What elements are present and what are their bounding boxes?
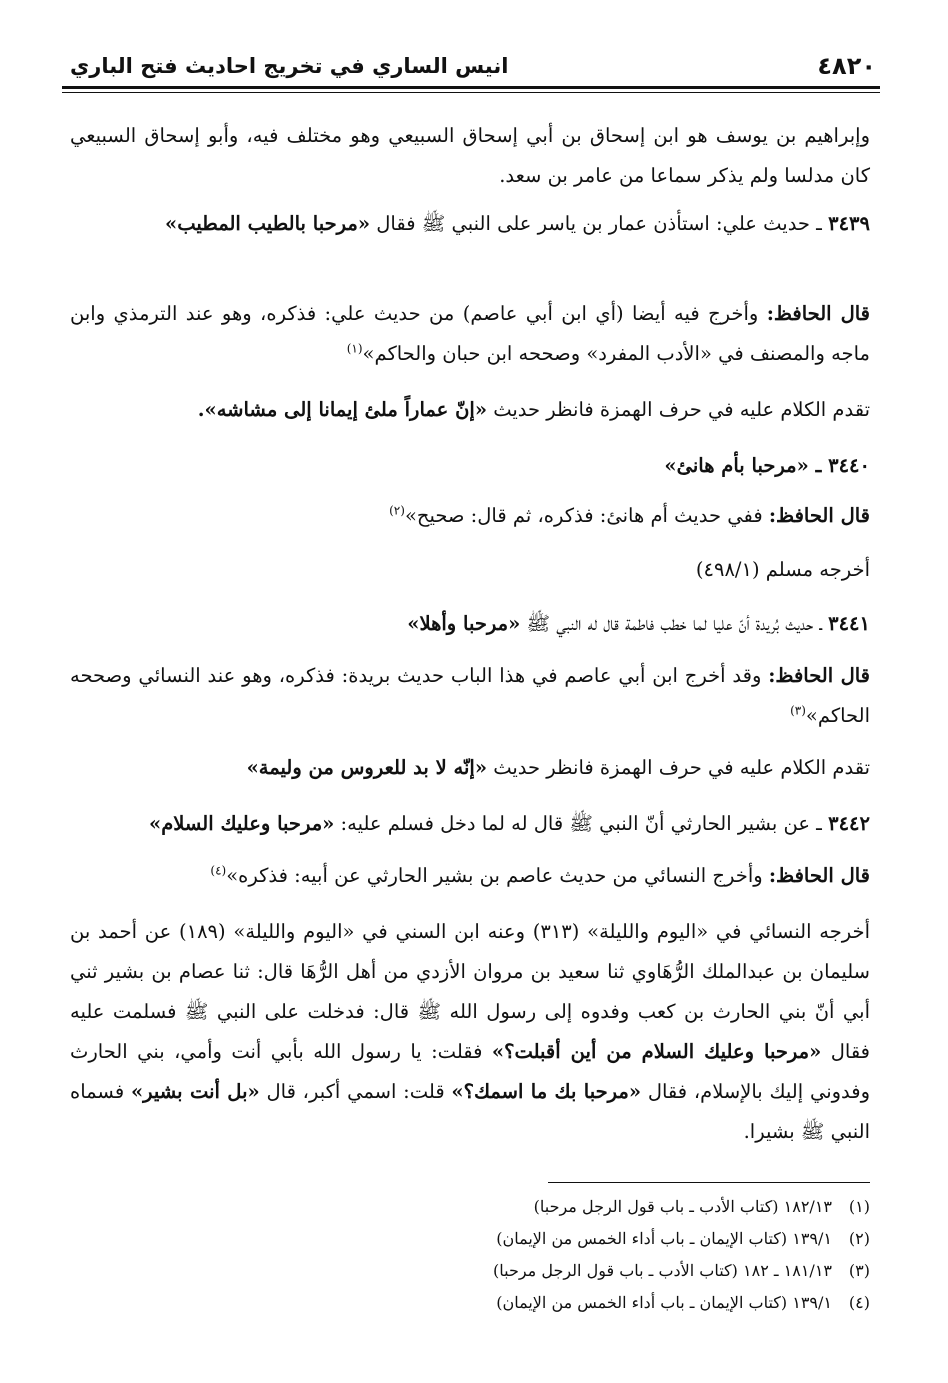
footnote-text: ١٣٩/١ (كتاب الإيمان ـ باب أداء الخمس من الإيمان) <box>496 1229 832 1248</box>
entry-text: ـ حديث علي: استأذن عمار بن ياسر على النبي ﷺ فقال <box>370 212 829 235</box>
entry-number: ٣٤٤٢ <box>828 812 870 835</box>
footnote-text: ١٨٢/١٣ (كتاب الأدب ـ باب قول الرجل مرحبا) <box>533 1197 832 1216</box>
takhrij-quote-2: «مرحبا بك ما اسمك؟» <box>451 1080 642 1103</box>
takhrij-text-2: فقلت: يا رسول الله بأبي أنت وأمي، بني الحارث وفدوني إليك بالإسلام، فقال <box>70 1040 871 1103</box>
takhrij-text-4: فسماه النبي ﷺ بشيرا. <box>70 1080 870 1143</box>
entry-quote: «مرحبا وأهلا» <box>407 612 521 635</box>
footnote-text: ١٣٩/١ (كتاب الإيمان ـ باب أداء الخمس من الإيمان) <box>496 1293 832 1312</box>
hafiz-label: قال الحافظ: <box>768 864 870 887</box>
entry-3442-takhrij <box>70 912 906 1152</box>
hafiz-text: وقد أخرج ابن أبي عاصم في هذا الباب حديث بريدة: فذكره، وهو عند النسائي وصححه الحاكم» <box>70 664 870 727</box>
entry-3442-hafiz <box>70 856 906 896</box>
entry-number: ٣٤٤١ <box>828 612 870 635</box>
footnote-ref: (٢) <box>389 503 405 518</box>
footnote-ref: (٤) <box>210 863 227 878</box>
page-header <box>62 48 882 84</box>
footnote <box>70 1288 870 1318</box>
footnote <box>70 1256 870 1286</box>
entry-3440-hafiz <box>70 496 906 536</box>
entry-3442-heading <box>70 804 870 844</box>
entry-quote: «مرحبا وعليك السلام» <box>149 812 335 835</box>
header-rule <box>62 86 880 89</box>
entry-3439-hafiz <box>70 294 906 374</box>
note-text: تقدم الكلام عليه في حرف الهمزة فانظر حديث <box>487 398 870 421</box>
takhrij-text-3: قلت: اسمي أكبر، قال <box>259 1080 452 1103</box>
takhrij-quote-1: «مرحبا وعليك السلام من أين أقبلت؟» <box>491 1040 822 1063</box>
hafiz-label: قال الحافظ: <box>768 664 871 687</box>
page-number: ٤٨٢٠ <box>817 52 876 80</box>
intro-line-2: إسحاق السبيعي كان مدلسا ولم يذكر سماعا من عامر بن سعد. <box>70 124 870 187</box>
note-quote: «إنّه لا بد للعروس من وليمة» <box>246 756 488 779</box>
footnote-number: (١) <box>848 1197 870 1216</box>
entry-text: ـ حديث بُريدة أنّ عليا لما خطب فاطمة قال له النبي ﷺ <box>520 612 829 635</box>
hafiz-text: وأخرج فيه أيضا (أي ابن أبي عاصم) من حديث علي: فذكره، وهو عند الترمذي وابن ماجه والمصنف في «الأدب المفرد» وصححه ابن حبان والحاكم» <box>70 302 870 365</box>
entry-3440-heading <box>70 446 870 486</box>
hafiz-label: قال الحافظ: <box>766 302 870 325</box>
footnote <box>70 1224 870 1254</box>
footnote-ref: (١) <box>346 341 363 356</box>
hafiz-text: وأخرج النسائي من حديث عاصم بن بشير الحارثي عن أبيه: فذكره» <box>226 864 769 887</box>
running-title: انيس الساري في تخريج احاديث فتح الباري <box>70 54 509 78</box>
footnote-text: ١٨١/١٣ ـ ١٨٢ (كتاب الأدب ـ باب قول الرجل مرحبا) <box>493 1261 832 1280</box>
entry-text: ـ عن بشير الحارثي أنّ النبي ﷺ قال له لما دخل فسلم عليه: <box>334 812 829 835</box>
entry-3440-note <box>70 550 906 590</box>
takhrij-quote-3: «بل أنت بشير» <box>130 1080 260 1103</box>
entry-3441-note <box>70 748 906 788</box>
hafiz-text: ففي حديث أم هانئ: فذكره، ثم قال: صحيح» <box>404 504 769 527</box>
footnote-number: (٤) <box>848 1293 870 1312</box>
note-quote: «إنّ عماراً ملئ إيمانا إلى مشاشه». <box>197 398 488 421</box>
entry-number: ٣٤٣٩ <box>828 212 870 235</box>
intro-paragraph <box>70 116 906 196</box>
note-text: تقدم الكلام عليه في حرف الهمزة فانظر حديث <box>487 756 870 779</box>
footnote-separator <box>548 1182 870 1183</box>
footnote-ref: (٣) <box>790 703 806 718</box>
footnote <box>70 1192 870 1222</box>
entry-number: ٣٤٤٠ <box>828 454 870 477</box>
header-rule-thin <box>62 92 880 93</box>
note-text: أخرجه مسلم (٤٩٨/١) <box>695 558 870 581</box>
entry-3441-hafiz <box>70 656 906 736</box>
hafiz-label: قال الحافظ: <box>768 504 870 527</box>
footnote-number: (٣) <box>848 1261 870 1280</box>
intro-line-1: وإبراهيم بن يوسف هو ابن إسحاق بن أبي إسحاق السبيعي وهو مختلف فيه، وأبو <box>207 124 870 147</box>
entry-3441-heading <box>70 604 870 644</box>
takhrij-text-1: أخرجه النسائي في «اليوم والليلة» (٣١٣) وعنه ابن السني في «اليوم والليلة» (١٨٩) عن أحمد بن سليمان بن عبدالملك الرُّهَاوي ثنا سعيد بن مروان الأزدي من أهل الرُّهَا قال: ثنا عصام بن بشير ثني أبي أنّ بني الحارث بن كعب وفدوه إلى رسول الله ﷺ قال: فدخلت على النبي ﷺ فسلمت عليه فقال <box>70 920 871 1063</box>
entry-3439-note <box>70 390 906 430</box>
entry-3439-heading <box>70 204 870 244</box>
entry-quote: «مرحبا بالطيب المطيب» <box>165 212 371 235</box>
entry-quote: ـ «مرحبا بأم هانئ» <box>664 454 829 477</box>
footnote-number: (٢) <box>848 1229 870 1248</box>
